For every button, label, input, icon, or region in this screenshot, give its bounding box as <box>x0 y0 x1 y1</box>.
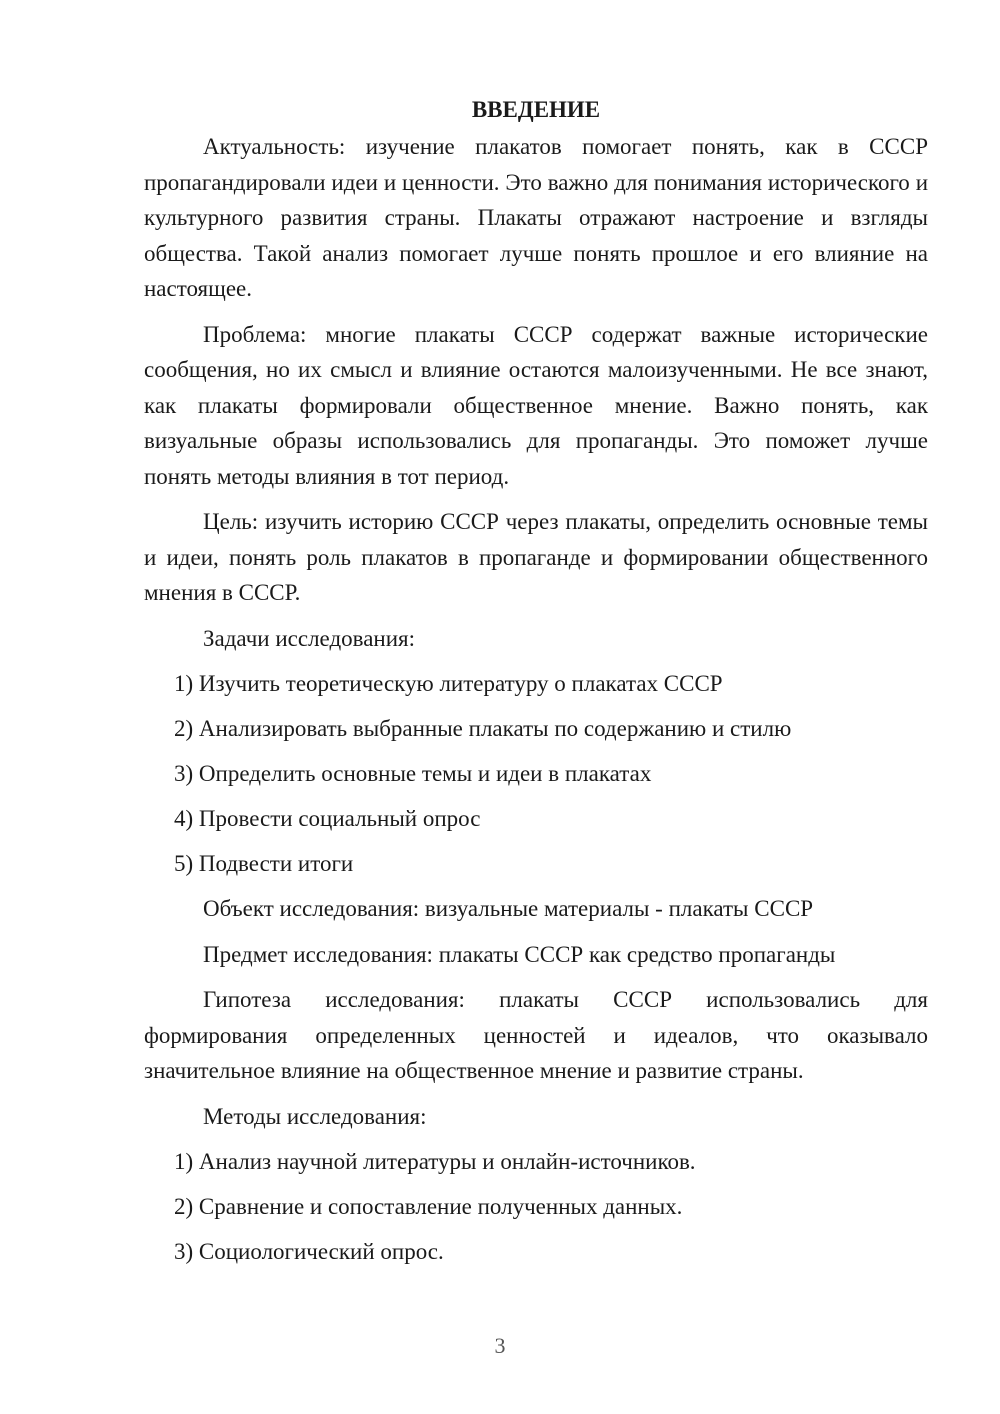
list-item: 3) Определить основные темы и идеи в плакатах <box>174 761 652 786</box>
methods-heading: Методы исследования: <box>203 1103 427 1129</box>
goal-paragraph: Цель: изучить историю СССР через плакаты, определить основные темы и идеи, понять роль плакатов в пропаганде и формировании общественного мнения в СССР. <box>144 509 928 605</box>
list-item: 2) Сравнение и сопоставление полученных данных. <box>174 1194 683 1219</box>
list-item: 3) Социологический опрос. <box>174 1239 444 1264</box>
list-item: 2) Анализировать выбранные плакаты по содержанию и стилю <box>174 716 792 741</box>
subject-line: Предмет исследования: плакаты СССР как средство пропаганды <box>203 941 836 967</box>
list-item: 1) Изучить теоретическую литературу о плакатах СССР <box>174 671 723 696</box>
problem-paragraph: Проблема: многие плакаты СССР содержат важные исторические сообщения, но их смысл и влияние остаются малоизученными. Не все знают, как плакаты формировали общественное мнение. Важно понять, как визуальные образы использовались для пропаганды. Это поможет лучше понять методы влияния в тот период. <box>144 321 928 489</box>
list-item: 4) Провести социальный опрос <box>174 806 481 831</box>
list-item: 1) Анализ научной литературы и онлайн-источников. <box>174 1149 696 1174</box>
section-title: ВВЕДЕНИЕ <box>471 97 601 122</box>
document-page <box>144 92 928 1279</box>
hypothesis-paragraph: Гипотеза исследования: плакаты СССР использовались для формирования определенных ценностей и идеалов, что оказывало значительное влияние на общественное мнение и развитие страны. <box>144 987 928 1083</box>
tasks-heading: Задачи исследования: <box>203 625 416 651</box>
list-item: 5) Подвести итоги <box>174 851 354 876</box>
methods-list <box>144 1144 928 1270</box>
page-number: 3 <box>494 1333 506 1358</box>
tasks-list <box>144 666 928 882</box>
object-line: Объект исследования: визуальные материалы - плакаты СССР <box>203 896 814 921</box>
relevance-paragraph: Актуальность: изучение плакатов помогает понять, как в СССР пропагандировали идеи и ценности. Это важно для понимания исторического и культурного развития страны. Плакаты отражают настроение и взгляды общества. Такой анализ помогает лучше понять прошлое и его влияние на настоящее. <box>144 134 928 301</box>
